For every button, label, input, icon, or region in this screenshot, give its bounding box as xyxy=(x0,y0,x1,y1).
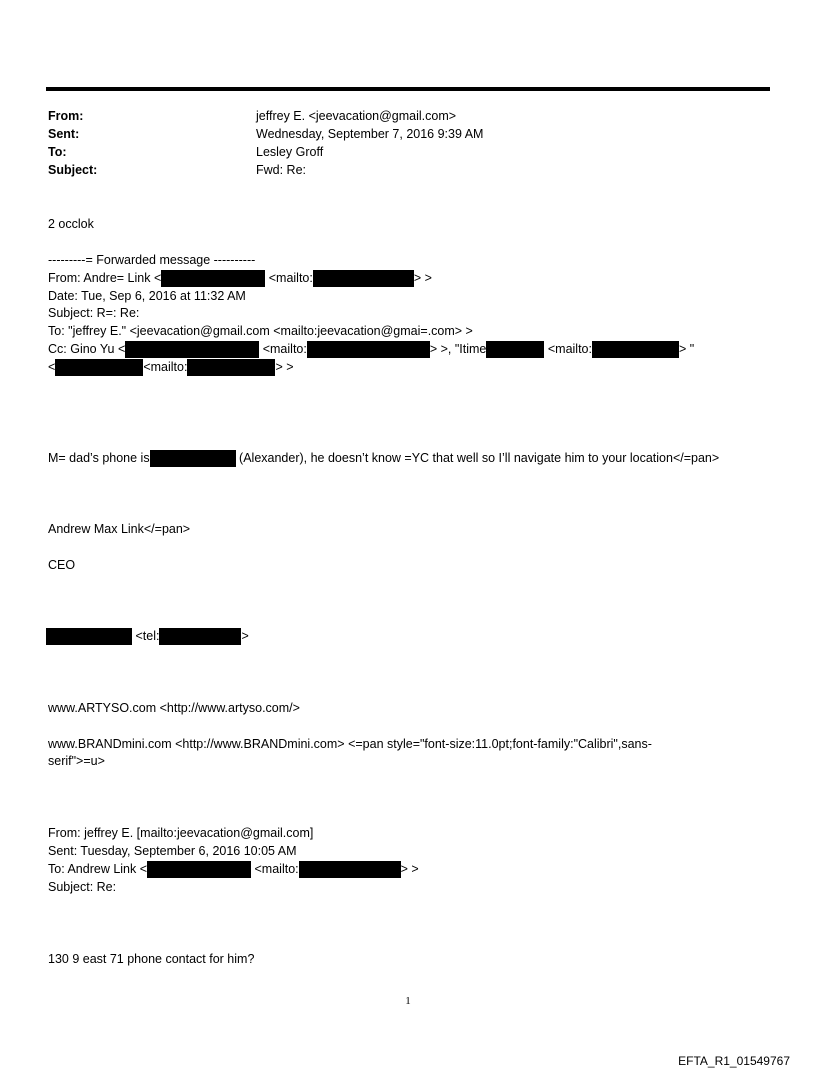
redaction-box xyxy=(159,628,241,645)
fwd-cc-line xyxy=(48,341,694,358)
cc2-mid: <mailto: xyxy=(143,360,188,374)
url-artyso: www.ARTYSO.com <http://www.artyso.com/> xyxy=(48,701,300,715)
tel-mid: <tel: xyxy=(132,629,160,643)
sent-label: Sent: xyxy=(48,127,80,141)
orig-to-line xyxy=(48,861,419,878)
redaction-box xyxy=(307,341,430,358)
body-line-1: 2 occlok xyxy=(48,217,94,231)
redaction-box xyxy=(187,359,275,376)
message-line xyxy=(48,450,719,467)
redaction-box xyxy=(486,341,544,358)
header-rule xyxy=(46,87,770,91)
redaction-box xyxy=(55,359,143,376)
fwd-from-pre: From: Andre= Link < xyxy=(48,271,162,285)
redaction-box xyxy=(150,450,236,467)
redaction-box xyxy=(161,270,265,287)
redaction-box xyxy=(313,270,414,287)
cc2-pre: < xyxy=(48,360,56,374)
tel-line xyxy=(46,628,249,645)
fwd-from-line xyxy=(48,270,432,287)
subject-value: Fwd: Re: xyxy=(256,163,307,177)
bates-number: EFTA_R1_01549767 xyxy=(678,1054,790,1068)
signature-title: CEO xyxy=(48,558,76,572)
url-brandmini-cont: serif">=u> xyxy=(48,754,105,768)
page-number: 1 xyxy=(405,995,411,1007)
sent-value: Wednesday, September 7, 2016 9:39 AM xyxy=(256,127,484,141)
to-value: Lesley Groff xyxy=(256,145,324,159)
cc2-end: > > xyxy=(275,360,294,374)
redaction-box xyxy=(125,341,259,358)
fwd-date: Date: Tue, Sep 6, 2016 at 11:32 AM xyxy=(48,289,246,303)
last-line: 130 9 east 71 phone contact for him? xyxy=(48,952,255,966)
fwd-from-end: > > xyxy=(413,271,432,285)
cc-pre: Cc: Gino Yu < xyxy=(48,342,126,356)
msg-post: (Alexander), he doesn’t know =YC that well so I’ll navigate him to your location</=pan> xyxy=(235,451,720,465)
from-value: jeffrey E. <jeevacation@gmail.com> xyxy=(256,109,457,123)
from-label: From: xyxy=(48,109,84,123)
redaction-box xyxy=(147,861,251,878)
to-label: To: xyxy=(48,145,67,159)
url-brandmini: www.BRANDmini.com <http://www.BRANDmini.com> <=pan style="font-size:11.0pt;font-family:"Calibri",sans- xyxy=(48,737,652,751)
msg-pre: M= dad’s phone is xyxy=(48,451,150,465)
cc-mid-2: > >, "Itime xyxy=(429,342,487,356)
orig-to-mid: <mailto: xyxy=(251,862,299,876)
fwd-from-mid: <mailto: xyxy=(265,271,313,285)
redaction-box xyxy=(299,861,401,878)
orig-to-end: > > xyxy=(400,862,419,876)
orig-to-pre: To: Andrew Link < xyxy=(48,862,148,876)
fwd-cc-line-2 xyxy=(48,359,294,376)
redaction-box xyxy=(592,341,679,358)
cc-mid-3: <mailto: xyxy=(544,342,592,356)
subject-label: Subject: xyxy=(48,163,98,177)
signature-name: Andrew Max Link</=pan> xyxy=(48,522,191,536)
cc-mid-1: <mailto: xyxy=(259,342,307,356)
tel-end: > xyxy=(241,629,249,643)
redaction-box xyxy=(46,628,132,645)
orig-from: From: jeffrey E. [mailto:jeevacation@gmail.com] xyxy=(48,826,314,840)
fwd-subject: Subject: R=: Re: xyxy=(48,306,140,320)
orig-subject: Subject: Re: xyxy=(48,880,117,894)
cc-end: > " xyxy=(678,342,695,356)
orig-sent: Sent: Tuesday, September 6, 2016 10:05 AM xyxy=(48,844,297,858)
forwarded-header: ---------= Forwarded message ---------- xyxy=(48,253,256,267)
fwd-to: To: "jeffrey E." <jeevacation@gmail.com <mailto:jeevacation@gmai=.com> > xyxy=(48,324,473,338)
